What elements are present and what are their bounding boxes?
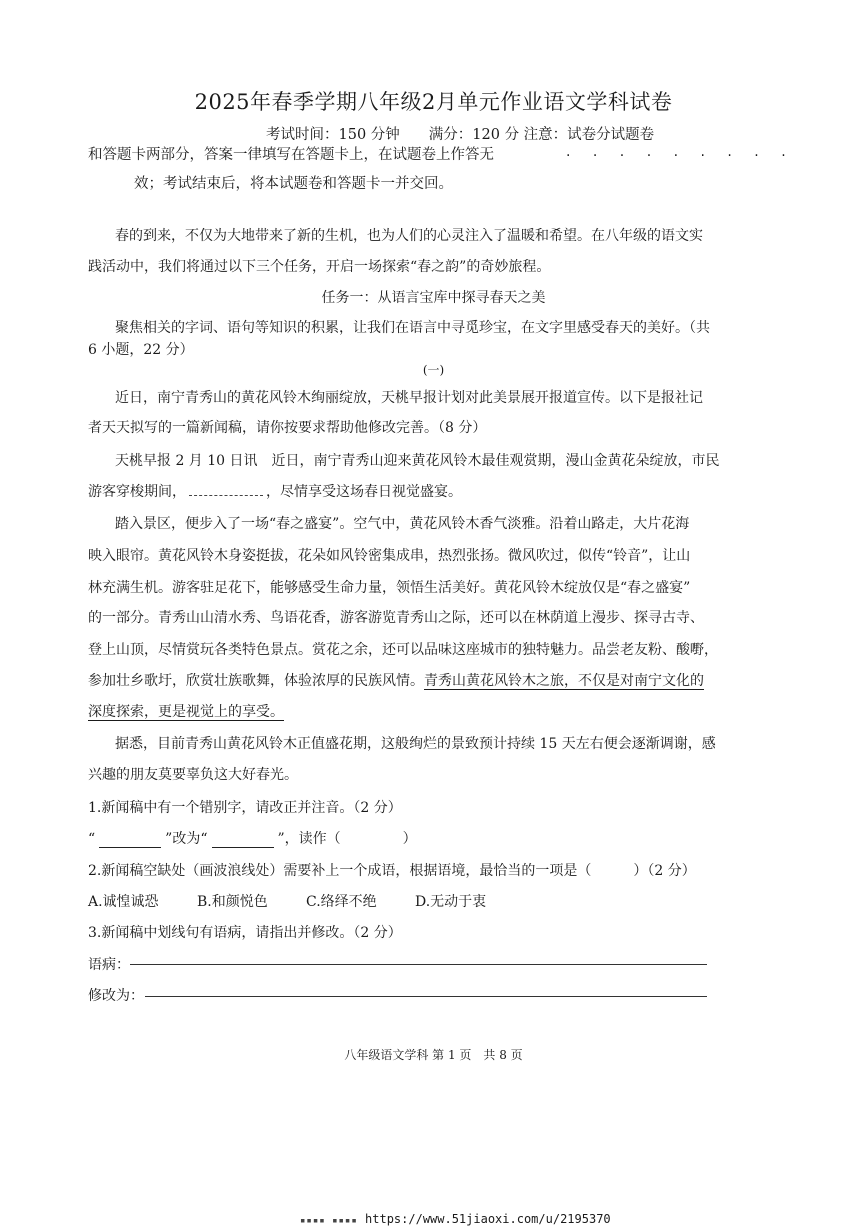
- article-p2-line4: 的一部分。青秀山山清水秀、鸟语花香，游客游览青秀山之际，还可以在林荫道上漫步、探寻古寺、: [88, 610, 704, 626]
- article-p3-line2: 兴趣的朋友莫要辜负这大好春光。: [88, 767, 298, 783]
- underlined-sentence-part1: 青秀山黄花风铃木之旅，不仅是对南宁文化的: [424, 673, 704, 689]
- q2-option-c: C.络绎不绝: [306, 894, 377, 910]
- underlined-sentence-part2: 深度探索，更是视觉上的享受。: [88, 704, 284, 720]
- q3-fix-label: 修改为：: [88, 988, 144, 1004]
- intro-line2: 践活动中，我们将通过以下三个任务，开启一场探索“春之韵”的奇妙旅程。: [88, 259, 551, 275]
- news-intro-line1: 近日，南宁青秀山的黄花风铃木绚丽绽放，天桃早报计划对此美景展开报道宣传。以下是报社记: [115, 390, 703, 406]
- question-3: 3.新闻稿中划线句有语病，请指出并修改。（2 分）: [88, 925, 402, 941]
- q3-error-label: 语病：: [88, 957, 130, 973]
- question-1-answer-line: [88, 828, 417, 848]
- question-1: 1.新闻稿中有一个错别字，请改正并注音。（2 分）: [88, 800, 402, 816]
- q1-close-paren: ）: [402, 831, 417, 847]
- emphasis-dots: · · · · · · · · ·: [566, 148, 795, 164]
- article-p2-line5: 登上山顶，尽情赏玩各类特色景点。赏花之余，还可以品味这座城市的独特魅力。品尝老友粉、酸嘢，: [88, 642, 718, 658]
- article-p2-line2: 映入眼帘。黄花风铃木身姿挺拔，花朵如风铃密集成串，热烈张扬。微风吹过，似传“铃音”，让山: [88, 548, 691, 564]
- q1-blank-correct-char[interactable]: [212, 833, 274, 848]
- article-p2-line6: [88, 670, 704, 690]
- news-intro-line2: 者天天拟写的一篇新闻稿，请你按要求帮助他修改完善。（8 分）: [88, 420, 487, 436]
- intro-line1: 春的到来，不仅为大地带来了新的生机，也为人们的心灵注入了温暖和希望。在八年级的语文实: [115, 228, 703, 244]
- watermark-url[interactable]: https://www.51jiaoxi.com/u/2195370: [365, 1212, 611, 1226]
- header-instructions-line2: 和答题卡两部分，答案一律填写在答题卡上，在试题卷上作答无: [88, 147, 494, 163]
- header-instructions-line3: 效；考试结束后，将本试题卷和答题卡一并交回。: [134, 176, 453, 192]
- exam-title: 2025年春季学期八年级2月单元作业语文学科试卷: [194, 90, 673, 114]
- q2-option-d: D.无动于衷: [415, 894, 487, 910]
- article-p1-line2-start: 游客穿梭期间，: [88, 484, 186, 500]
- article-p1-line2-end: ，尽情享受这场春日视觉盛宴。: [266, 484, 462, 500]
- q1-open-quote: “: [88, 831, 96, 847]
- q3-fix-answer-line[interactable]: [145, 996, 707, 997]
- article-p3-line1: 据悉，目前青秀山黄花风铃木正值盛花期，这般绚烂的景致预计持续 15 天左右便会逐渐调谢，感: [115, 736, 716, 752]
- header-exam-info: 考试时间：150 分钟 满分：120 分 注意：试卷分试题卷: [266, 127, 655, 143]
- article-p1-line2: [88, 481, 462, 501]
- watermark-url-line: [300, 1212, 611, 1226]
- page-footer: 八年级语文学科 第 1 页 共 8 页: [344, 1048, 523, 1062]
- section-marker: (一): [422, 363, 445, 377]
- article-p1-line1: 天桃早报 2 月 10 日讯 近日，南宁青秀山迎来黄花风铃木最佳观赏期，漫山金黄花朵绽放，市民: [115, 453, 720, 469]
- article-p2-line1: 踏入景区，便步入了一场“春之盛宴”。空气中，黄花风铃木香气淡雅。沿着山路走，大片花海: [115, 516, 690, 532]
- q1-blank-wrong-char[interactable]: [99, 833, 161, 848]
- article-p2-line6-start: 参加壮乡歌圩，欣赏壮族歌舞，体验浓厚的民族风情。: [88, 673, 424, 689]
- article-p2-line3: 林充满生机。游客驻足花下，能够感受生命力量，领悟生活美好。黄花风铃木绽放仅是“春之盛宴”: [88, 580, 691, 596]
- task1-desc-line2: 6 小题，22 分）: [88, 342, 194, 358]
- q2-option-a: A.诚惶诚恐: [88, 894, 159, 910]
- q3-error-answer-line[interactable]: [130, 964, 707, 965]
- task1-desc-line1: 聚焦相关的字词、语句等知识的积累，让我们在语言中寻觅珍宝，在文字里感受春天的美好。（共: [115, 320, 710, 336]
- q1-read-as: ”，读作（: [277, 831, 341, 847]
- task1-heading: 任务一：从语言宝库中探寻春天之美: [321, 290, 546, 306]
- q1-change-to: ”改为“: [165, 831, 208, 847]
- watermark-marks: ▪▪▪▪ ▪▪▪▪: [300, 1216, 358, 1226]
- q2-option-b: B.和颜悦色: [197, 894, 268, 910]
- wavy-blank: [189, 485, 263, 496]
- question-2: 2.新闻稿空缺处（画波浪线处）需要补上一个成语，根据语境，最恰当的一项是（ ）（2 分）: [88, 863, 696, 879]
